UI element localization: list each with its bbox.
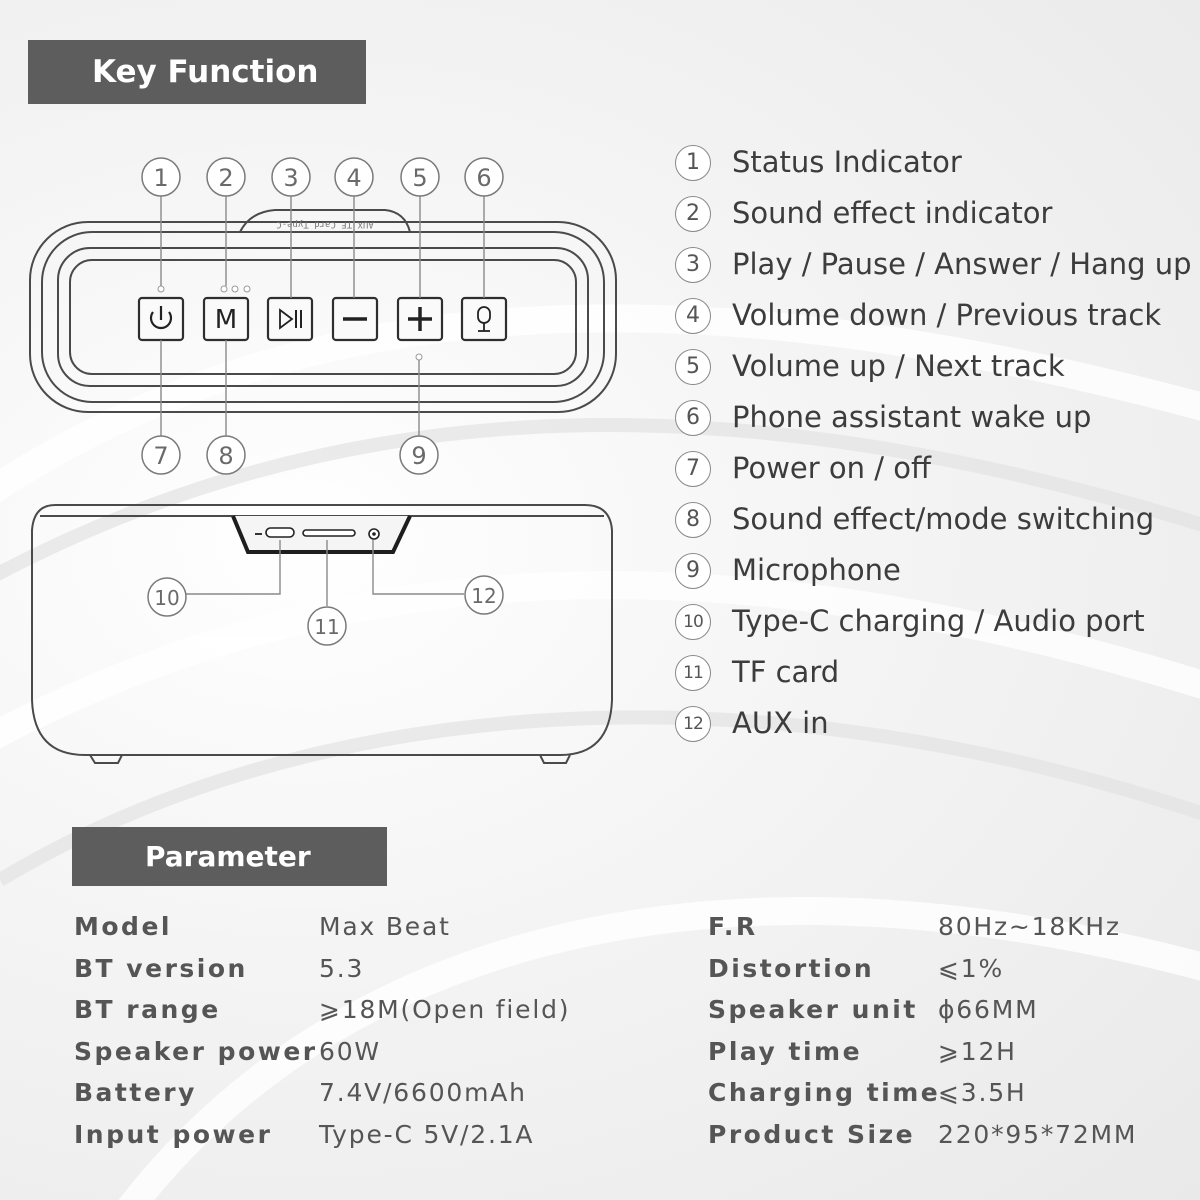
parameter-row bbox=[74, 910, 634, 952]
parameter-row bbox=[74, 1035, 634, 1077]
parameter-banner: Parameter bbox=[72, 827, 387, 886]
function-number: 10 bbox=[675, 604, 711, 640]
svg-text:AUX TF Card Type-C: AUX TF Card Type-C bbox=[276, 219, 374, 229]
function-number: 1 bbox=[675, 145, 711, 181]
parameter-row bbox=[74, 993, 634, 1035]
parameter-key: F.R bbox=[708, 912, 758, 941]
callout-5 bbox=[401, 158, 439, 196]
parameter-key: Distortion bbox=[708, 953, 875, 983]
parameter-row bbox=[708, 993, 1188, 1035]
callout-2 bbox=[207, 158, 245, 196]
play-pause-button bbox=[268, 298, 312, 340]
function-number: 8 bbox=[675, 502, 711, 538]
parameter-row bbox=[708, 1118, 1188, 1160]
parameter-key: Charging time bbox=[708, 1078, 941, 1108]
function-item bbox=[675, 296, 1195, 347]
function-label: Volume up / Next track bbox=[732, 349, 1065, 383]
parameter-key: Model bbox=[74, 912, 172, 941]
function-label: AUX in bbox=[732, 706, 829, 740]
svg-text:7: 7 bbox=[153, 442, 169, 470]
function-label: Status Indicator bbox=[732, 145, 962, 179]
svg-text:12: 12 bbox=[471, 584, 497, 608]
function-item bbox=[675, 245, 1195, 296]
callout-4 bbox=[335, 158, 373, 196]
function-item bbox=[675, 500, 1195, 551]
svg-text:10: 10 bbox=[154, 586, 180, 610]
parameter-table-right bbox=[708, 910, 1188, 1160]
parameter-row bbox=[74, 952, 634, 994]
function-list bbox=[675, 143, 1195, 755]
function-number: 4 bbox=[675, 298, 711, 334]
function-label: Microphone bbox=[732, 553, 901, 587]
function-item bbox=[675, 143, 1195, 194]
parameter-key: BT version bbox=[74, 953, 248, 983]
callout-3 bbox=[272, 158, 310, 196]
function-number: 11 bbox=[675, 655, 711, 691]
parameter-key: BT range bbox=[74, 995, 221, 1025]
function-item bbox=[675, 449, 1195, 500]
callout-9 bbox=[400, 436, 438, 474]
function-label: Type-C charging / Audio port bbox=[732, 604, 1145, 638]
tf-card-slot bbox=[303, 530, 355, 536]
function-label: Sound effect indicator bbox=[732, 196, 1053, 230]
svg-text:9: 9 bbox=[411, 442, 427, 470]
parameter-value: ⩽1% bbox=[938, 953, 1005, 983]
function-number: 2 bbox=[675, 196, 711, 232]
function-number: 12 bbox=[675, 706, 711, 742]
function-item bbox=[675, 704, 1195, 755]
mode-label: M bbox=[214, 305, 238, 335]
function-item bbox=[675, 398, 1195, 449]
svg-text:1: 1 bbox=[153, 164, 169, 192]
parameter-key: Play time bbox=[708, 1036, 863, 1066]
parameter-key: Speaker power bbox=[74, 1036, 318, 1066]
parameter-row bbox=[708, 1076, 1188, 1118]
parameter-value: ⩽3.5H bbox=[938, 1078, 1027, 1108]
parameter-row bbox=[74, 1118, 634, 1160]
callout-1 bbox=[142, 158, 180, 196]
key-function-banner: Key Function bbox=[28, 40, 366, 104]
parameter-value: ⩾12H bbox=[938, 1036, 1017, 1066]
svg-text:8: 8 bbox=[218, 442, 234, 470]
parameter-key: Battery bbox=[74, 1078, 197, 1108]
svg-text:11: 11 bbox=[314, 615, 340, 639]
function-label: Phone assistant wake up bbox=[732, 400, 1092, 434]
function-item bbox=[675, 653, 1195, 704]
callout-6 bbox=[465, 158, 503, 196]
function-label: Volume down / Previous track bbox=[732, 298, 1162, 332]
parameter-row bbox=[74, 1076, 634, 1118]
parameter-value: 220*95*72MM bbox=[938, 1119, 1138, 1149]
parameter-key: Input power bbox=[74, 1119, 273, 1149]
function-number: 3 bbox=[675, 247, 711, 283]
svg-text:6: 6 bbox=[476, 164, 492, 192]
function-label: Play / Pause / Answer / Hang up bbox=[732, 247, 1192, 281]
svg-text:5: 5 bbox=[412, 164, 428, 192]
parameter-key: Speaker unit bbox=[708, 995, 918, 1025]
function-label: Sound effect/mode switching bbox=[732, 502, 1155, 536]
power-button bbox=[139, 298, 183, 340]
svg-text:3: 3 bbox=[283, 164, 299, 192]
parameter-value: 80Hz~18KHz bbox=[938, 912, 1121, 941]
function-item bbox=[675, 551, 1195, 602]
assistant-button bbox=[462, 298, 506, 340]
type-c-port bbox=[266, 528, 294, 537]
function-number: 7 bbox=[675, 451, 711, 487]
callout-8 bbox=[207, 436, 245, 474]
parameter-row bbox=[708, 910, 1188, 952]
function-label: Power on / off bbox=[732, 451, 931, 485]
callout-11 bbox=[308, 607, 346, 645]
function-number: 6 bbox=[675, 400, 711, 436]
speaker-top-view bbox=[30, 210, 616, 412]
parameter-value: 60W bbox=[319, 1036, 381, 1066]
function-item bbox=[675, 194, 1195, 245]
parameter-row bbox=[708, 952, 1188, 994]
callout-10 bbox=[148, 578, 186, 616]
function-number: 5 bbox=[675, 349, 711, 385]
callout-12 bbox=[465, 576, 503, 614]
mode-button bbox=[204, 298, 248, 340]
parameter-value: 5.3 bbox=[319, 953, 365, 983]
svg-text:2: 2 bbox=[218, 164, 234, 192]
parameter-value: 7.4V/6600mAh bbox=[319, 1078, 527, 1108]
function-number: 9 bbox=[675, 553, 711, 589]
parameter-table-left bbox=[74, 910, 634, 1160]
volume-up-button bbox=[398, 298, 442, 340]
parameter-value: ⩾18M(Open field) bbox=[319, 995, 571, 1025]
function-item bbox=[675, 602, 1195, 653]
speaker-diagram bbox=[0, 120, 640, 780]
volume-down-button bbox=[333, 298, 377, 340]
function-label: TF card bbox=[732, 655, 840, 689]
parameter-value: Type-C 5V/2.1A bbox=[319, 1119, 535, 1149]
parameter-key: Product Size bbox=[708, 1119, 916, 1149]
svg-text:4: 4 bbox=[346, 164, 362, 192]
parameter-value: Max Beat bbox=[319, 912, 451, 941]
parameter-row bbox=[708, 1035, 1188, 1077]
function-item bbox=[675, 347, 1195, 398]
callout-7 bbox=[142, 436, 180, 474]
parameter-value: ϕ66MM bbox=[938, 995, 1039, 1025]
